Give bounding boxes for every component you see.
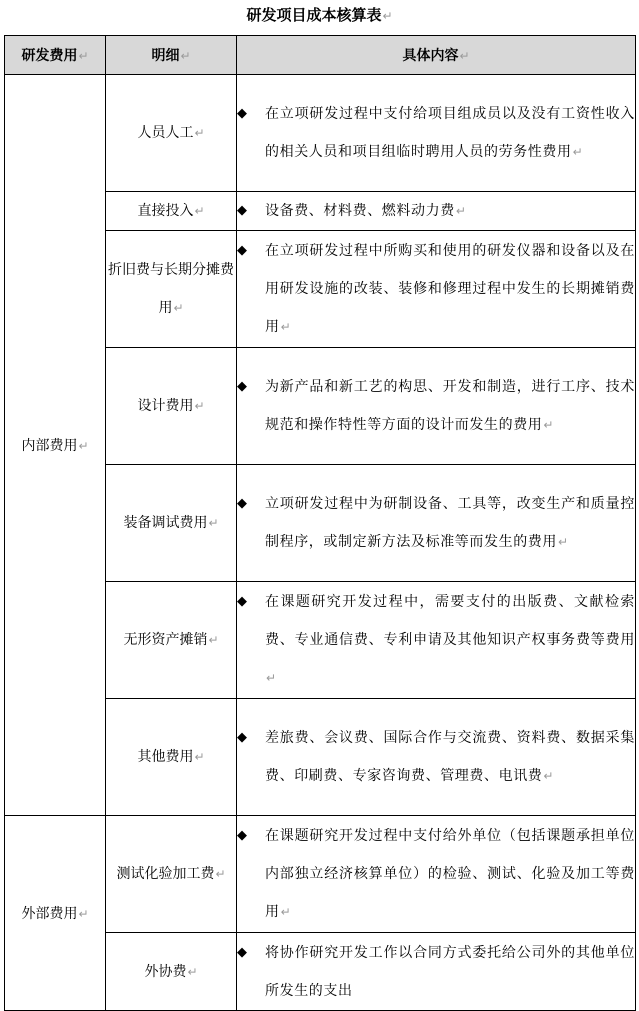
paragraph-mark-icon: ↵ (180, 49, 191, 63)
paragraph-mark-icon: ↵ (280, 905, 292, 919)
paragraph-mark-icon: ↵ (194, 399, 205, 413)
paragraph-mark-icon: ↵ (173, 301, 184, 315)
paragraph-mark-icon: ↵ (194, 126, 205, 140)
content-cell: ◆ 设备费、材料费、燃料动力费↵ (237, 192, 636, 231)
content-cell: ◆ 在课题研究开发过程中支付给外单位（包括课题承担单位内部独立经济核算单位）的检验、测试、化验及加工等费用↵ (237, 816, 636, 933)
content-cell: ◆ 差旅费、会议费、国际合作与交流费、资料费、数据采集费、印刷费、专家咨询费、管理费、电讯费↵ (237, 699, 636, 816)
item-cell: 其他费用↵ (106, 699, 237, 816)
item-cell: 无形资产摊销↵ (106, 582, 237, 699)
content-cell: ◆ 在立项研发过程中所购买和使用的研发仪器和设备以及在用研发设施的改装、装修和修理过程中发生的长期摊销费用↵ (237, 231, 636, 348)
item-cell: 设计费用↵ (106, 348, 237, 465)
table-title (0, 3, 639, 28)
paragraph-mark-icon: ↵ (543, 418, 555, 432)
header-detail: 明细↵ (106, 36, 237, 75)
content-cell: ◆ 为新产品和新工艺的构思、开发和制造，进行工序、技术规范和操作特性等方面的设计而发生的费用↵ (237, 348, 636, 465)
paragraph-mark-icon: ↵ (208, 633, 219, 647)
item-cell: 装备调试费用↵ (106, 465, 237, 582)
item-cell: 外协费↵ (106, 933, 237, 1011)
paragraph-mark-icon: ↵ (78, 907, 89, 921)
diamond-bullet-icon: ◆ (237, 203, 247, 218)
paragraph-mark-icon: ↵ (543, 769, 555, 783)
item-cell: 直接投入↵ (106, 192, 237, 231)
item-cell: 测试化验加工费↵ (106, 816, 237, 933)
content-cell: ◆ 立项研发过程中为研制设备、工具等，改变生产和质量控制程序，或制定新方法及标准等而发生的费用↵ (237, 465, 636, 582)
item-cell: 人员人工↵ (106, 75, 237, 192)
paragraph-mark-icon: ↵ (194, 750, 205, 764)
diamond-bullet-icon: ◆ (237, 243, 247, 258)
paragraph-mark-icon: ↵ (187, 964, 198, 979)
category-internal: 内部费用↵ (5, 75, 106, 816)
paragraph-mark-icon: ↵ (194, 204, 205, 218)
header-content: 具体内容↵ (237, 36, 636, 75)
header-row (5, 36, 636, 75)
table-row (5, 75, 636, 192)
content-cell: ◆ 在立项研发过程中支付给项目组成员以及没有工资性收入的相关人员和项目组临时聘用人员的劳务性费用↵ (237, 75, 636, 192)
paragraph-mark-icon: ↵ (78, 439, 89, 453)
paragraph-mark-icon: ↵ (558, 535, 569, 549)
diamond-bullet-icon: ◆ (237, 594, 247, 609)
paragraph-mark-icon: ↵ (266, 671, 277, 685)
content-cell: ◆ 将协作研究开发工作以合同方式委托给公司外的其他单位所发生的支出 (237, 933, 636, 1011)
header-category: 研发费用↵ (5, 36, 106, 75)
paragraph-mark-icon: ↵ (572, 145, 584, 159)
diamond-bullet-icon: ◆ (237, 944, 247, 960)
paragraph-mark-icon: ↵ (208, 516, 219, 530)
paragraph-mark-icon: ↵ (280, 320, 292, 334)
cost-table (4, 35, 636, 1011)
paragraph-mark-icon: ↵ (455, 204, 467, 218)
diamond-bullet-icon: ◆ (237, 496, 247, 511)
diamond-bullet-icon: ◆ (237, 828, 247, 843)
paragraph-mark-icon: ↵ (459, 49, 470, 63)
diamond-bullet-icon: ◆ (237, 379, 247, 394)
category-external: 外部费用↵ (5, 816, 106, 1011)
diamond-bullet-icon: ◆ (237, 730, 247, 745)
diamond-bullet-icon: ◆ (237, 106, 247, 121)
content-cell: ◆ 在课题研究开发过程中，需要支付的出版费、文献检索费、专业通信费、专利申请及其他知识产权事务费等费用↵ (237, 582, 636, 699)
table-row (5, 816, 636, 933)
paragraph-mark-icon: ↵ (382, 9, 393, 23)
paragraph-mark-icon: ↵ (215, 867, 226, 881)
paragraph-mark-icon: ↵ (78, 49, 89, 63)
item-cell: 折旧费与长期分摊费用↵ (106, 231, 237, 348)
title-text: 研发项目成本核算表 (246, 6, 382, 24)
